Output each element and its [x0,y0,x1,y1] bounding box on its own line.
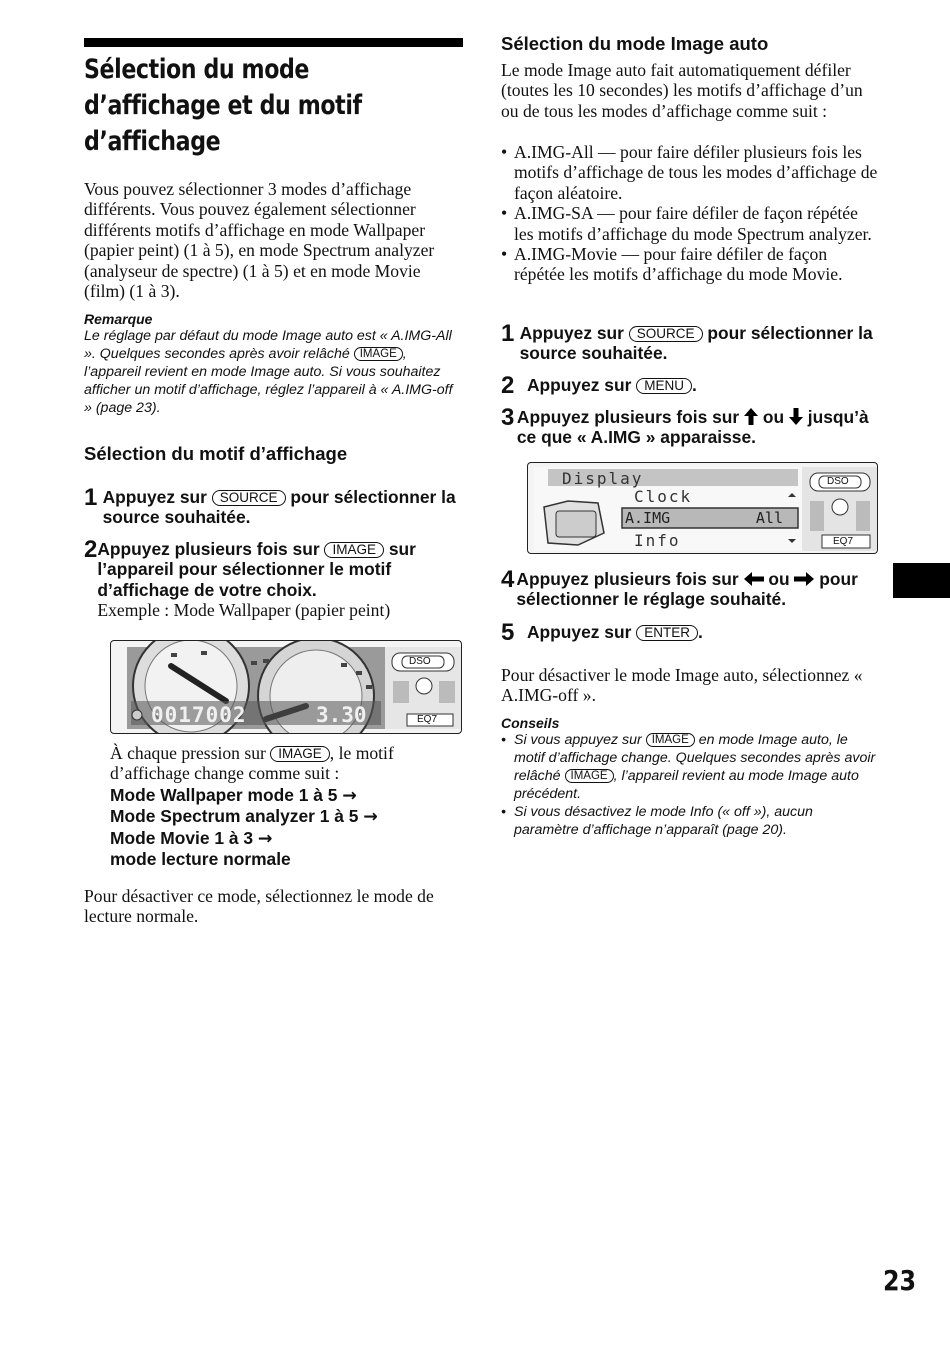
page-number: 23 [883,1264,917,1297]
press-description: À chaque pression sur IMAGE , le motif d’affichage change comme suit : [110,743,394,784]
tips-heading: Conseils [501,715,560,731]
intro-paragraph: Vous pouvez sélectionner 3 modes d’affichage différents. Vous pouvez également sélectionner différents motifs d’affichage en mode Wallpaper (papier peint) (1 à 5), en mode Spectrum analyzer (analyseur de spectre) (1 à 5) et en mode Movie (film) (1 à 3). [84,179,435,302]
arrow-right-icon [794,572,814,586]
motif-step-1: 1 Appuyez sur SOURCE pour sélectionner la source souhaitée. [84,484,456,528]
title-rule [84,38,463,47]
image-key: IMAGE [354,347,403,361]
wallpaper-readout-right: 3.30 [316,703,367,727]
list-item: • Si vous appuyez sur IMAGE en mode Image auto, le motif d’affichage change. Quelques secondes après avoir relâché IMAGE , l’appareil revient au mode Image auto précédent. [501,731,881,803]
list-item: • A.IMG-All — pour faire défiler plusieurs fois les motifs d’affichage de tous les modes d’affichage de façon aléatoire. [501,142,881,203]
eq-label: EQ7 [417,714,438,725]
source-key: SOURCE [212,490,286,506]
remark-heading: Remarque [84,311,153,327]
list-item: • Si vous désactivez le mode Info (« off »), aucun paramètre d’affichage n’apparaît (page 20). [501,803,881,839]
menu-key: MENU [636,378,692,394]
menu-line-info: Info [634,531,681,550]
list-item: • A.IMG-SA — pour faire défiler de façon répétée les motifs d’affichage du mode Spectrum analyzer. [501,203,881,244]
auto-step-5: 5 Appuyez sur ENTER . [501,619,703,646]
auto-step-1: 1 Appuyez sur SOURCE pour sélectionner la source souhaitée. [501,320,873,364]
display-menu-panel [527,462,878,554]
image-key: IMAGE [270,746,330,762]
menu-line-aimg [625,509,797,527]
disable-mode-text: Pour désactiver ce mode, sélectionnez le mode de lecture normale. [84,886,434,927]
auto-step-2: 2 Appuyez sur MENU . [501,372,697,399]
motif-step-2: 2 Appuyez plusieurs fois sur IMAGE sur l’appareil pour sélectionner le motif d’affichage de votre choix. Exemple : Mode Wallpaper (papier peint) [84,539,464,621]
enter-key: ENTER [636,625,698,641]
eq-label: EQ7 [833,536,854,547]
aimg-value: All [755,509,783,527]
auto-intro: Le mode Image auto fait automatiquement défiler (toutes les 10 secondes) les motifs d’affichage d’un ou de tous les modes d’affichage comme suit : [501,60,863,121]
cycle-item: mode lecture normale [110,849,291,870]
cycle-item: Mode Movie 1 à 3 → [110,827,273,849]
arrow-up-icon [744,408,758,425]
auto-mode-list [501,142,881,285]
image-key: IMAGE [565,769,614,783]
aimg-label: A.IMG [625,509,671,527]
arrow-down-icon [789,408,803,425]
menu-line-display: Display [562,469,644,488]
dso-label: DSO [827,476,849,487]
auto-step-4: 4 Appuyez plusieurs fois sur ou pour sélectionner le réglage souhaité. [501,566,858,610]
image-key: IMAGE [646,733,695,747]
cycle-item: Mode Wallpaper mode 1 à 5 → [110,785,357,806]
example-caption: Exemple : Mode Wallpaper (papier peint) [97,600,391,621]
section-heading-auto: Sélection du mode Image auto [501,33,769,54]
disable-auto-text: Pour désactiver le mode Image auto, sélectionnez « A.IMG-off ». [501,665,863,706]
arrow-left-icon [744,572,764,586]
page-title: Sélection du mode d’affichage et du motif d’affichage [84,54,362,157]
tips [501,715,881,839]
section-tab [893,563,950,598]
remark-text: Le réglage par défaut du mode Image auto est « A.IMG-All ». Quelques secondes après avoir relâché IMAGE , l’appareil revient en mode Image auto. Si vous souhaitez afficher un motif d’affichage, réglez l’appareil à « A.IMG-off » (page 23). [84,328,453,416]
wallpaper-readout-left: 0017002 [151,703,247,727]
section-heading-motif: Sélection du motif d’affichage [84,443,348,464]
image-key: IMAGE [324,542,384,558]
menu-line-clock: Clock [634,487,693,506]
list-item: • A.IMG-Movie — pour faire défiler de façon répétée les motifs d’affichage du mode Movie. [501,244,881,285]
mode-cycle-list [110,785,464,870]
source-key: SOURCE [629,326,703,342]
dso-label: DSO [409,656,431,667]
cycle-item: Mode Spectrum analyzer 1 à 5 → [110,806,378,828]
auto-step-3: 3 Appuyez plusieurs fois sur ou jusqu’à ce que « A.IMG » apparaisse. [501,404,869,448]
wallpaper-display-panel [110,640,462,734]
remark [84,311,464,417]
